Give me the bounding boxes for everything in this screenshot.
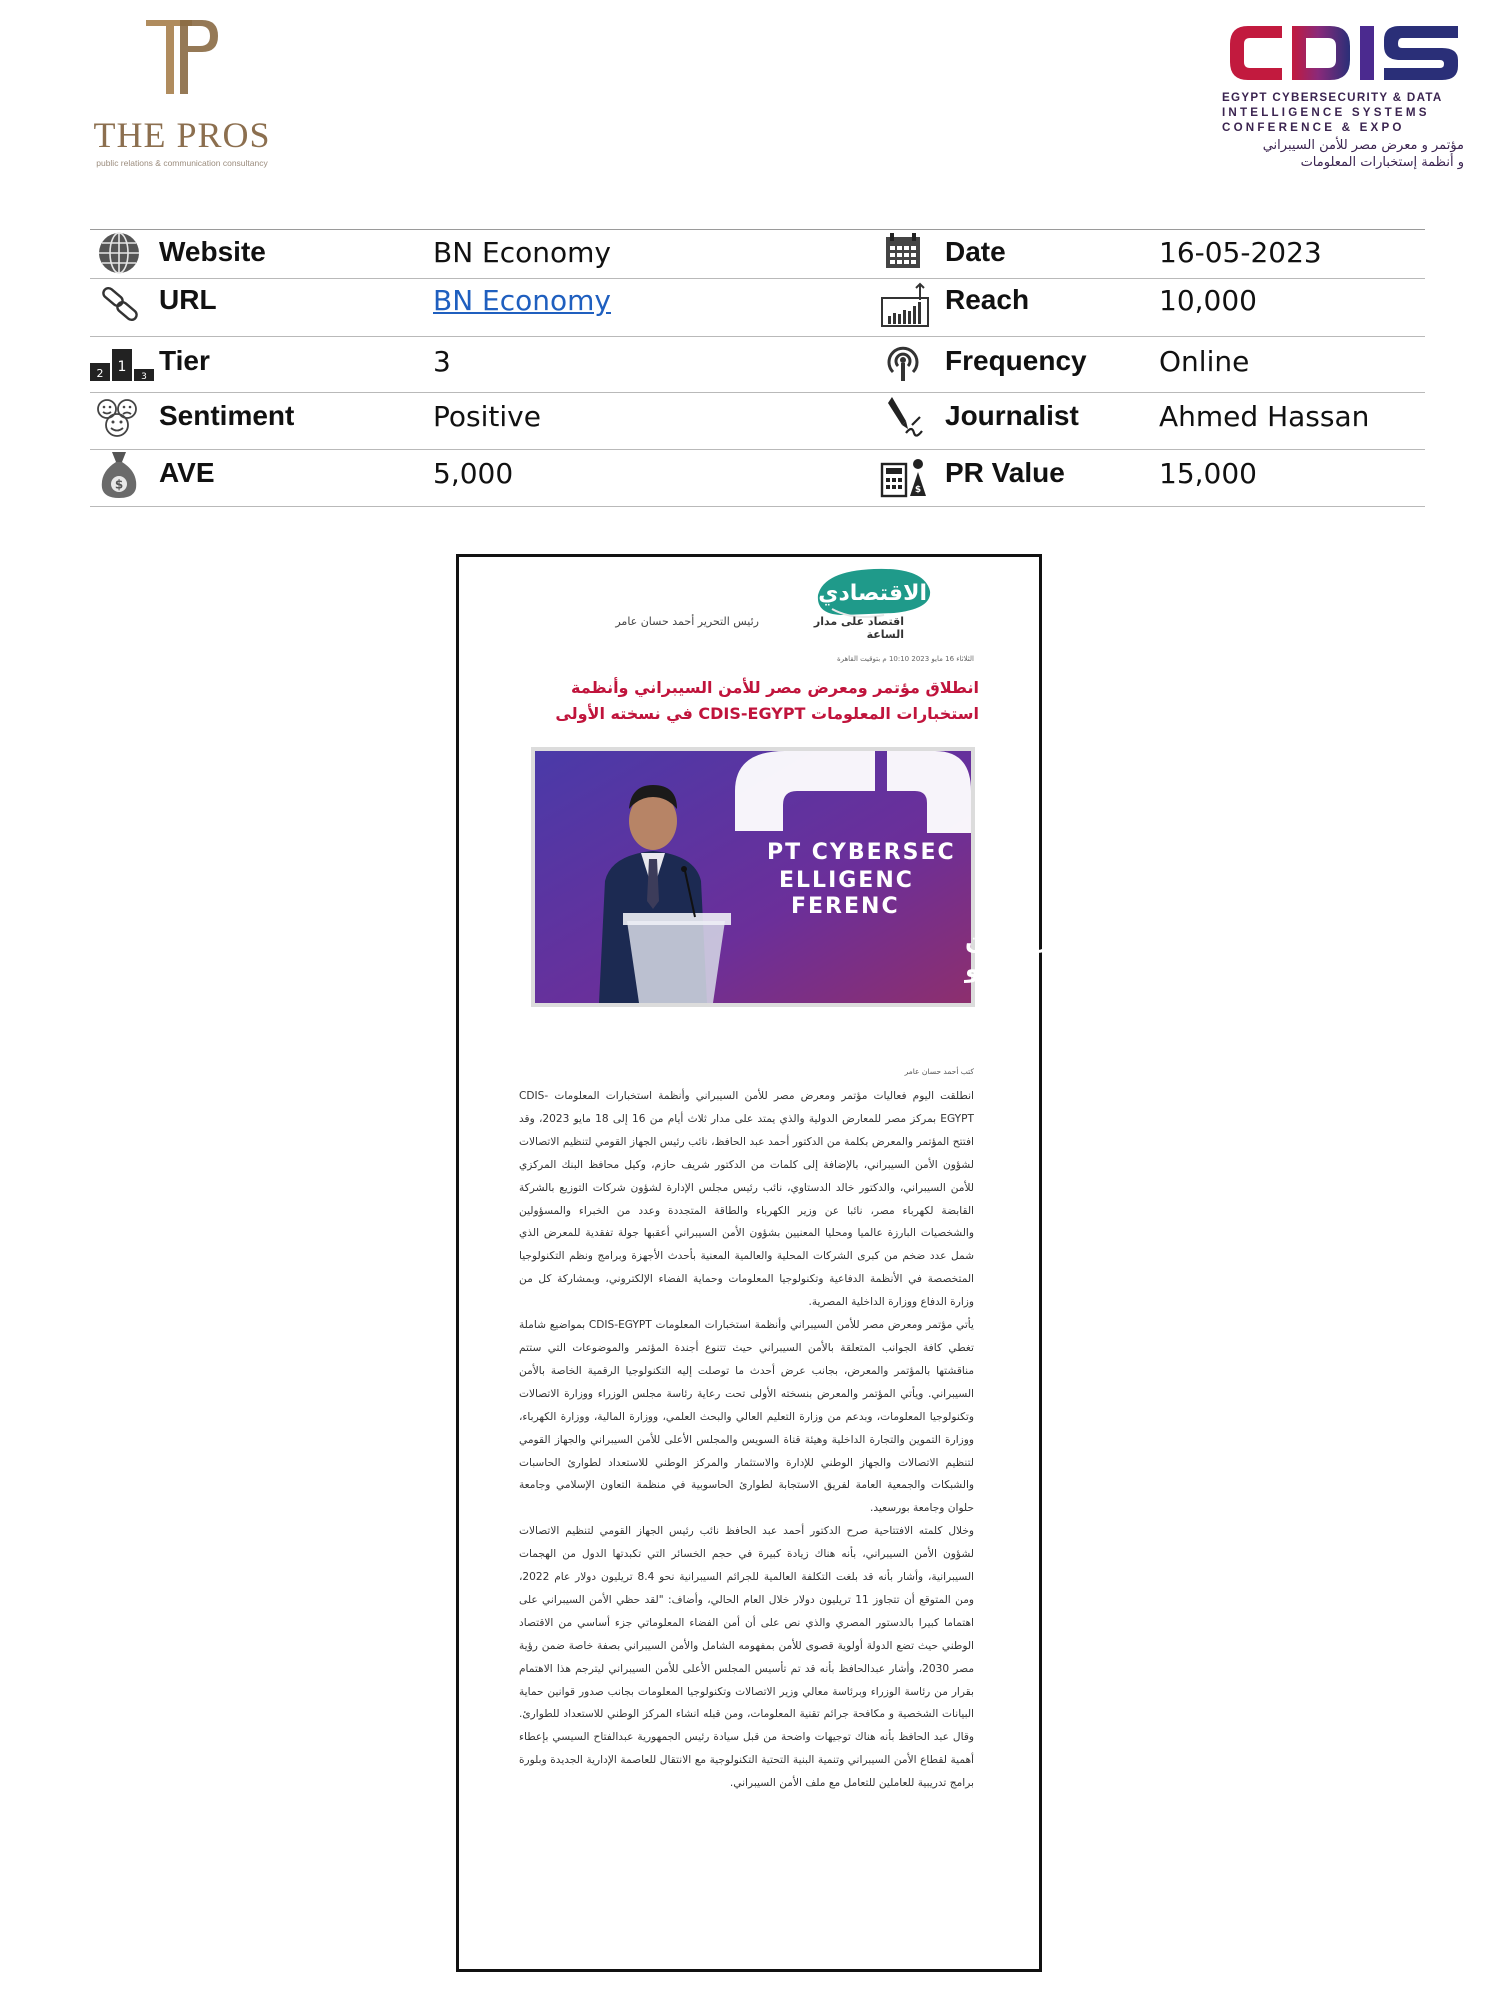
tp-monogram-icon xyxy=(142,14,222,98)
url-label: URL xyxy=(159,284,217,315)
cdis-arabic-1: مؤتمر و معرض مصر للأمن السيبراني xyxy=(1262,138,1464,153)
publish-date: الثلاثاء 16 مايو 2023 10:10 م بتوقيت القاهرة xyxy=(836,655,974,663)
website-value: BN Economy xyxy=(433,236,611,269)
metrics-row-sentiment xyxy=(90,393,1425,450)
cdis-arabic-2: و أنظمة إستخبارات المعلومات xyxy=(1300,155,1464,170)
tier-label: Tier xyxy=(159,345,210,376)
calculator-icon xyxy=(880,454,928,498)
article-byline: كتب أحمد حسان عامر xyxy=(904,1067,974,1076)
podium-icon xyxy=(90,343,154,383)
date-label: Date xyxy=(945,236,1006,267)
article-paragraph: وخلال كلمته الافتتاحية صرح الدكتور أحمد عبد الحافظ نائب رئيس الجهاز القومي لتنظيم الاتصالات لشؤون الأمن السيبراني، بأنه هناك زيادة كبيرة في حجم الخسائر التي تكبدتها الدول من الهجمات السيبرانية، وأشار بأنه قد بلغت التكلفة العالمية للجرائم السيبرانية نحو 8.4 تريليون دولار عام 2022، ومن المتوقع أن تتجاوز 11 تريليون دولار خلال العام الحالي، وأضاف: "لقد حظي الأمن السيبراني على اهتماما كبيرا بالدستور المصري والذي نص على أن أمن الفضاء المعلوماتي جزء أساسي من الاقتصاد الوطني حيث تضع الدولة أولوية قصوى للأمن بمفهومه الشامل والأمن السيبراني بصفة خاصة ضمن رؤية مصر 2030، وأشار عبدالحافظ بأنه قد تم تأسيس المجلس الأعلى للأمن السيبراني ليترجم هذا الاهتمام بقرار من رئاسة الوزراء وبرئاسة معالي وزير الاتصالات وتكنولوجيا المعلومات بجانب صدور قوانين حماية البيانات الشخصية و مكافحة جرائم تقنية المعلومات، ومن قبله انشاء المركز الوطني للاستعداد للطوارئ. وقال عبد الحافظ بأنه هناك توجيهات واضحة من قبل سيادة رئيس الجمهورية عبدالفتاح السيسي بإعطاء أهمية لقطاع الأمن السيبراني وتنمية البنية التحتية التكنولوجية مع الانتقال للعاصمة الإدارية الجديدة وبلورة برامج تدريبية للعاملين للتعامل مع ملف الأمن السيبراني. xyxy=(519,1525,974,1790)
cdis-line-1: EGYPT CYBERSECURITY & DATA xyxy=(1222,91,1443,104)
svg-text:2: 2 xyxy=(96,367,104,380)
ave-value: 5,000 xyxy=(433,457,514,490)
globe-icon xyxy=(96,230,142,276)
backdrop-arabic-2: بارات المعلو xyxy=(965,955,1110,983)
calendar-icon xyxy=(884,232,922,270)
journalist-label: Journalist xyxy=(945,400,1079,431)
speaker-photo xyxy=(535,751,1110,1003)
the-pros-tagline: public relations & communication consultancy xyxy=(96,158,268,168)
metrics-row-tier xyxy=(90,337,1425,393)
svg-text:1: 1 xyxy=(117,359,127,375)
brand-wordmark: الاقتصادي xyxy=(818,581,927,606)
money-bag-icon xyxy=(98,450,140,500)
cdis-wordmark-icon xyxy=(1222,18,1462,88)
metrics-table xyxy=(90,229,1425,507)
pen-icon xyxy=(886,395,926,439)
faces-icon xyxy=(95,395,139,439)
the-pros-logo xyxy=(82,8,282,178)
broadcast-icon xyxy=(882,341,924,383)
date-value: 16-05-2023 xyxy=(1159,236,1322,269)
website-label: Website xyxy=(159,236,266,267)
backdrop-text-2: ELLIGENC xyxy=(779,868,914,893)
reach-label: Reach xyxy=(945,284,1030,315)
metrics-row-ave xyxy=(90,450,1425,507)
article-body xyxy=(519,1085,974,1795)
svg-text:$: $ xyxy=(114,477,124,492)
metrics-row-website xyxy=(90,230,1425,279)
article-headline: انطلاق مؤتمر ومعرض مصر للأمن السيبراني وأنظمة استخبارات المعلومات CDIS-EGYPT في نسخته الأولى xyxy=(555,678,979,723)
frequency-value: Online xyxy=(1159,345,1250,378)
backdrop-text-3: FERENC xyxy=(791,894,900,919)
article-clipping xyxy=(456,554,1110,1972)
article-paragraph: يأتي مؤتمر ومعرض مصر للأمن السيبراني وأنظمة استخبارات المعلومات CDIS-EGYPT بمواضيع شاملة تغطي كافة الجوانب المتعلقة بالأمن السيبراني حيث تتنوع أجندة المؤتمر والموضوعات التي ستتم مناقشتها بالمؤتمر والمعرض، بجانب عرض أحدث ما توصلت إليه التكنولوجيا الرقمية الخاصة بالأمن السيبراني. ويأتي المؤتمر والمعرض بنسخته الأولى تحت رعاية رئاسة مجلس الوزراء ووزارة الاتصالات وتكنولوجيا المعلومات، وبدعم من وزارة التعليم العالي والبحث العلمي، ووزارة المالية، ووزارة الكهرباء، ووزارة التموين والتجارة الداخلية وهيئة قناة السويس والمجلس الأعلى للأمن السيبراني والجهاز القومي لتنظيم الاتصالات والجهاز الوطني للإدارة والاستثمار والمركز الوطني للاستعداد لطوارئ الحاسبات والشبكات والجمعية العامة لفريق الاستجابة لطوارئ الحاسوبية في منظمة التعاون الإسلامي وجامعة حلوان وجامعة بورسعيد. xyxy=(519,1319,974,1515)
metrics-row-url xyxy=(90,279,1425,337)
pr-value-value: 15,000 xyxy=(1159,457,1257,490)
pr-value-label: PR Value xyxy=(945,457,1065,488)
brand-tagline: اقتصاد على مدار الساعة xyxy=(813,615,904,641)
article-paragraph: انطلقت اليوم فعاليات مؤتمر ومعرض مصر للأمن السيبراني وأنظمة استخبارات المعلومات CDIS-EGYPT بمركز مصر للمعارض الدولية والذي يمتد على مدار ثلاث أيام من 16 إلى 18 مايو 2023، وقد افتتح المؤتمر والمعرض بكلمة من الدكتور أحمد عبد الحافظ، نائب رئيس الجهاز القومي لتنظيم الاتصالات لشؤون الأمن السيبراني، بالإضافة إلى كلمات من الدكتور شريف حازم، وكيل محافظ البنك المركزي للأمن السيبراني، والدكتور خالد الدستاوي، نائب رئيس مجلس الإدارة لشؤون شركات التوزيع بالشركة القابضة لكهرباء مصر، نائبا عن وزير الكهرباء والطاقة المتجددة وعدد من الخبراء والمسؤولين والشخصيات البارزة عالميا ومحليا المعنيين بشؤون الأمن السيبراني أعقبها جولة تفقدية للمعرض الذي شمل عدد ضخم من كبرى الشركات المحلية والعالمية المعنية بأحدث الأجهزة وبرامج ونظم التكنولوجيا المتخصصة في الأنظمة الدفاعية وتكنولوجيا المعلومات وحماية الفضاء الإلكتروني، وبمشاركة كل من وزارة الدفاع ووزارة الداخلية المصرية. xyxy=(519,1090,975,1309)
newspaper-masthead xyxy=(459,557,1039,652)
cdis-line-2: INTELLIGENCE SYSTEMS xyxy=(1222,106,1430,119)
backdrop-text-1: PT CYBERSEC xyxy=(767,840,956,865)
the-pros-wordmark: THE PROS xyxy=(93,115,271,155)
tier-value: 3 xyxy=(433,345,451,378)
article-photo xyxy=(531,747,1110,1007)
journalist-value: Ahmed Hassan xyxy=(1159,400,1370,433)
sentiment-label: Sentiment xyxy=(159,400,295,431)
editor-credit: رئيس التحرير أحمد حسان عامر xyxy=(615,615,759,628)
ave-label: AVE xyxy=(159,457,215,488)
frequency-label: Frequency xyxy=(945,345,1087,376)
cdis-line-3: CONFERENCE & EXPO xyxy=(1222,121,1405,134)
backdrop-arabic-1: صر للأمن xyxy=(965,925,1076,953)
svg-text:$: $ xyxy=(914,485,922,495)
svg-text:3: 3 xyxy=(141,372,147,382)
sentiment-value: Positive xyxy=(433,400,541,433)
url-link[interactable]: BN Economy xyxy=(433,284,611,317)
bar-growth-icon xyxy=(880,282,930,330)
reach-value: 10,000 xyxy=(1159,284,1257,317)
cdis-logo xyxy=(1210,18,1470,188)
link-icon xyxy=(100,284,140,324)
